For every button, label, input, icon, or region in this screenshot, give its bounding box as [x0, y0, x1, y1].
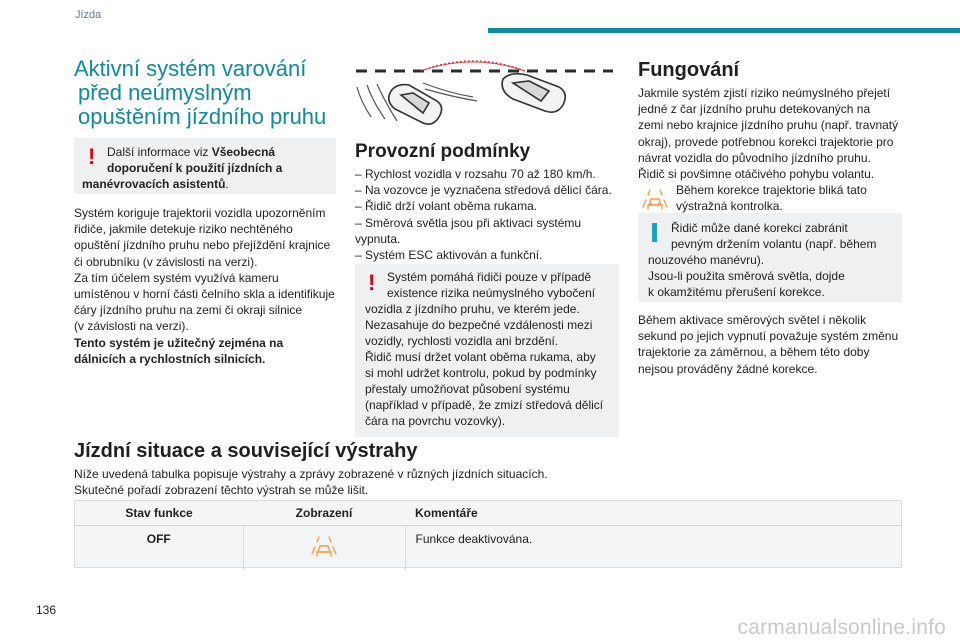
text-line: opuštění jízdního pruhu nebo přejíždění krajnice: [74, 238, 331, 253]
description-paragraph: [74, 205, 344, 367]
title-line-2: před neúmyslným: [78, 80, 252, 105]
info-line: Jsou-li použita směrová světla, dojde: [648, 269, 845, 283]
warning-line: vozidla z jízdního pruhu, ve kterém jede.: [365, 302, 580, 316]
text-line-bold: Tento systém je užitečný zejména na: [74, 335, 284, 350]
info-line: Řidič může dané korekci zabránit: [671, 221, 848, 235]
text-line: zemi nebo krajnice jízdního pruhu (např. travnatý: [638, 118, 899, 133]
note-link-3: manévrovacích asistentů: [82, 177, 226, 191]
note-text-suffix: .: [225, 177, 229, 191]
condition-item: – Rychlost vozidla v rozsahu 70 až 180 km/h.: [355, 167, 596, 181]
warning-line: Řidič musí držet volant oběma rukama, aby: [365, 350, 596, 364]
column-header-state: Stav funkce: [75, 501, 243, 526]
text-line: Řidič si povšimne otáčivého pohybu volantu.: [638, 167, 875, 182]
situations-table: [75, 501, 901, 570]
condition-item: – Řidič drží volant oběma rukama.: [355, 199, 538, 214]
text-line: trajektorie za záměrnou, a během této doby: [638, 345, 870, 360]
warning-line: existence rizika neúmyslného vybočení: [387, 286, 596, 300]
situations-heading: Jízdní situace a související výstrahy: [74, 440, 418, 462]
text-line: či obrubníku (v závislosti na verzi).: [74, 254, 258, 269]
text-line: jedné z čar jízdního pruhu detekovaných na: [638, 102, 871, 117]
watermark: carmanualsonline.info: [737, 616, 946, 639]
text-line-bold: dálnicích a rychlostních silnicích.: [74, 351, 266, 366]
text-line: okraj), provede potřebnou korekci trajektorie pro: [638, 134, 894, 149]
page-title: [74, 57, 344, 129]
text-line: Systém koriguje trajektorii vozidla upozorněním: [74, 206, 326, 220]
exclamation-icon: !: [368, 270, 376, 295]
header-section-title: Jízda: [75, 9, 102, 21]
info-icon: [652, 223, 657, 242]
indicator-text: [676, 182, 906, 214]
warning-line: čára na povrchu vozovky).: [365, 414, 506, 428]
condition-item: vypnuta.: [355, 231, 401, 246]
title-line-3: opuštěním jízdního pruhu: [78, 104, 327, 129]
lane-departure-warning-icon: [308, 530, 340, 560]
header-accent-bar: [488, 28, 960, 33]
column-header-comments: Komentáře: [405, 501, 901, 526]
text-line: Níže uvedená tabulka popisuje výstrahy a zprávy zobrazené v různých jízdních situacích.: [74, 467, 548, 481]
condition-item: – Na vozovce je vyznačena středová dělicí čára.: [355, 183, 612, 198]
display-cell: [243, 526, 405, 570]
comment-cell: Funkce deaktivována.: [415, 532, 533, 546]
text-line: Za tím účelem systém využívá kameru: [74, 270, 279, 285]
note-text-prefix: Další informace viz: [107, 145, 212, 159]
warning-line: Systém pomáhá řidiči pouze v případě: [387, 270, 592, 284]
operation-paragraph-2: [638, 312, 908, 377]
table-header-row: [75, 501, 901, 526]
text-line: nejsou prováděny žádné korekce.: [638, 361, 818, 376]
info-line: pevným držením volantu (např. během: [671, 237, 877, 251]
text-line: sekund po jejich vypnutí považuje systém změnu: [638, 329, 899, 344]
warning-line: Nezasahuje do bezpečné vzdálenosti mezi: [365, 318, 593, 332]
state-cell: OFF: [75, 526, 243, 570]
note-link-2: doporučení k použití jízdních a: [107, 161, 283, 175]
operation-paragraph: [638, 85, 908, 182]
text-line: (v závislosti na verzi).: [74, 319, 189, 334]
condition-item: – Systém ESC aktivován a funkční.: [355, 248, 543, 263]
info-box: [638, 213, 902, 302]
lane-keep-illustration: [353, 57, 615, 133]
text-line: Během aktivace směrových světel i několik: [638, 313, 867, 327]
text-line: Jakmile systém zjistí riziko neúmyslného přejetí: [638, 86, 891, 100]
text-line: řidiče, jakmile detekuje riziko nechtěného: [74, 222, 293, 237]
conditions-list: [355, 166, 620, 263]
page-number: 136: [36, 603, 57, 617]
warning-box: [355, 264, 619, 437]
warning-line: přestaly umožňovat působení systému: [365, 382, 570, 396]
condition-item: – Směrová světla jsou při aktivaci systému: [355, 215, 582, 230]
exclamation-icon: !: [88, 144, 96, 169]
text-line: čáry jízdního pruhu na zemi či okraji silnice: [74, 303, 303, 318]
info-line: k okamžitému přerušení korekce.: [648, 285, 825, 299]
text-line: umístěnou v horní části čelního skla a identifikuje: [74, 287, 335, 302]
text-line: Skutečné pořadí zobrazení těchto výstrah se může lišit.: [74, 483, 369, 498]
text-line: výstražná kontrolka.: [676, 199, 783, 214]
warning-line: vozidly, rychlosti vozidla ani brzdění.: [365, 334, 559, 348]
lane-departure-warning-icon: [639, 183, 671, 213]
conditions-heading: Provozní podmínky: [355, 141, 531, 162]
column-header-display: Zobrazení: [243, 501, 405, 526]
info-line: nouzového manévru).: [648, 253, 765, 267]
operation-heading: Fungování: [638, 59, 740, 81]
situations-intro: [74, 466, 854, 498]
title-line-1: Aktivní systém varování: [74, 56, 307, 81]
warning-line: (například v případě, že zmizí středová dělicí: [365, 398, 604, 412]
note-box: [74, 138, 336, 194]
table-row: [75, 526, 901, 570]
situations-table-frame: [74, 500, 902, 568]
note-link-1: Všeobecná: [211, 145, 276, 159]
warning-line: si mohl udržet kontrolu, pokud by podmínky: [365, 366, 597, 380]
text-line: Během korekce trajektorie bliká tato: [676, 183, 867, 197]
text-line: návrat vozidla do původního jízdního pruhu.: [638, 150, 871, 165]
